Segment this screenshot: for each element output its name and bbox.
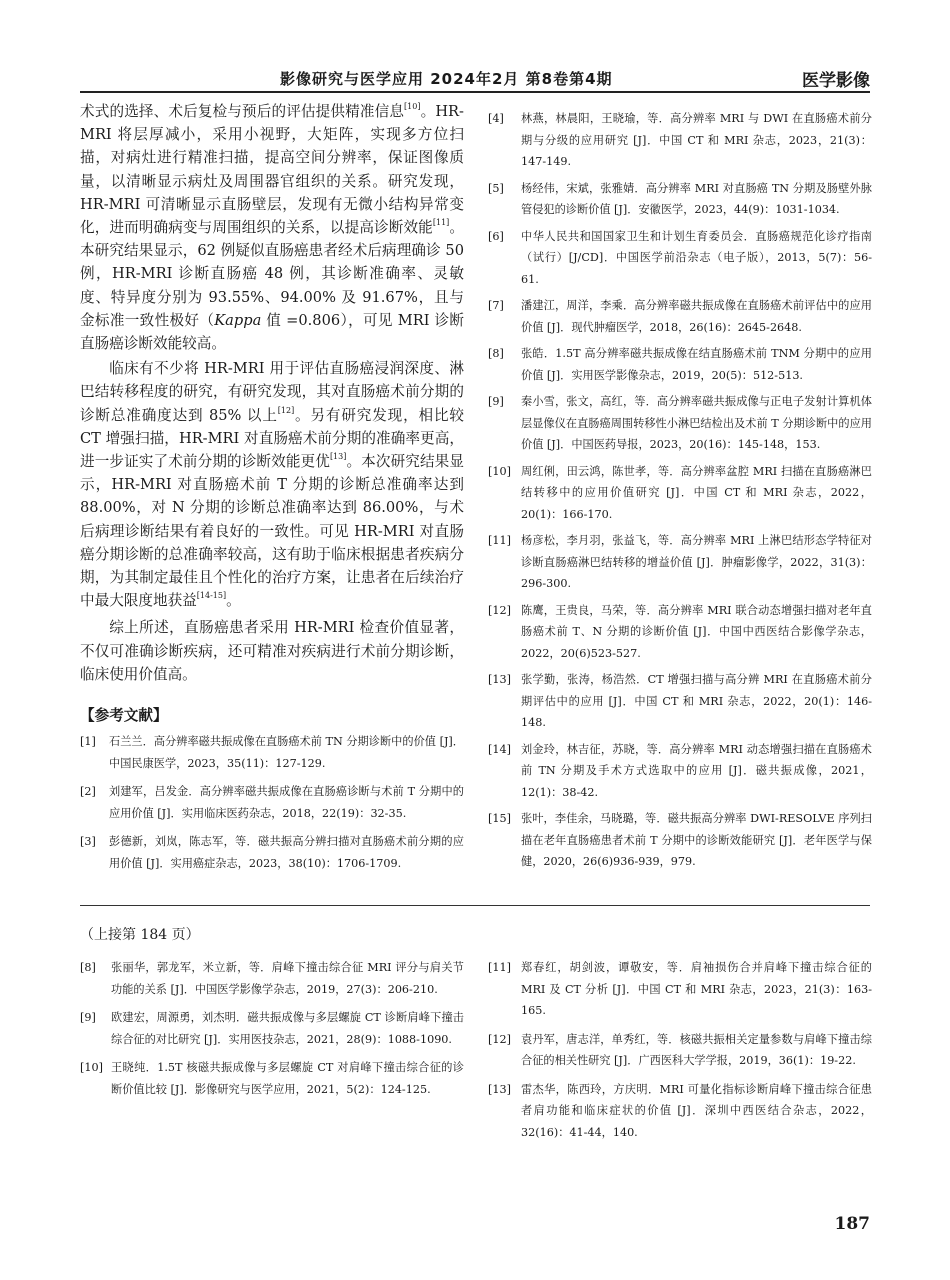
reference-item: [1] 石兰兰．高分辨率磁共振成像在直肠癌术前 TN 分期诊断中的价值 [J]．中国民康医学，2023，35(11)：127-129. (80, 735, 464, 770)
page-number: 187 (834, 1214, 870, 1234)
section-title: 医学影像 (802, 71, 870, 91)
reference-item: [7] 潘建江，周洋，李乘．高分辨率磁共振成像在直肠癌术前评估中的应用价值 [J]．现代肿瘤医学，2018，26(16)：2645-2648. (488, 299, 872, 334)
continued-right-column (488, 957, 872, 1150)
left-column (80, 100, 464, 881)
header-rule (80, 91, 870, 93)
reference-item: [3] 彭德新，刘岚，陈志军，等．磁共振高分辨扫描对直肠癌术前分期的应用价值 [J]．实用癌症杂志，2023，38(10)：1706-1709. (80, 835, 464, 870)
reference-item: [6] 中华人民共和国国家卫生和计划生育委员会．直肠癌规范化诊疗指南（试行）[J/CD]．中国医学前沿杂志（电子版），2013，5(7)：56-61. (488, 229, 872, 286)
continued-left-column (80, 957, 464, 1107)
citation: [14-15] (196, 591, 227, 601)
reference-item: [15] 张叶，李佳余，马晓璐，等．磁共振高分辨率 DWI-RESOLVE 序列扫描在老年直肠癌患者术前 T 分期中的诊断效能研究 [J]．老年医学与保健，2020，26(6)936-939，979. (488, 812, 872, 868)
reference-item: [10] 王晓纯．1.5T 核磁共振成像与多层螺旋 CT 对肩峰下撞击综合征的诊断价值比较 [J]．影像研究与医学应用，2021，5(2)：124-125. (80, 1061, 464, 1096)
section-divider (80, 905, 870, 906)
citation: [12] (277, 405, 295, 415)
reference-item: [4] 林燕，林晨阳，王晓瑜，等．高分辨率 MRI 与 DWI 在直肠癌术前分期与分级的应用研究 [J]．中国 CT 和 MRI 杂志，2023，21(3)：147-149. (488, 112, 872, 168)
reference-item: [10] 周红俐，田云鸿，陈世孝，等．高分辨率盆腔 MRI 扫描在直肠癌淋巴结转移中的应用价值研究 [J]．中国 CT 和 MRI 杂志，2022，20(1)：166-170. (488, 464, 872, 521)
citation: [13] (329, 452, 347, 462)
references-heading: 【参考文献】 (80, 707, 168, 725)
body-paragraph-2: 临床有不少将 HR-MRI 用于评估直肠癌浸润深度、淋巴结转移程度的研究，有研究发现，其对直肠癌术前分期的诊断总准确度达到 85% 以上[12]。另有研究发现，相比较 CT 增强扫描，HR-MRI 对直肠癌术前分期的准确率更高，进一步证实了术前分期的诊断效能更优[13]。本次研究结果显示，HR-MRI 对直肠癌术前 T 分期的诊断总准确率达到 88.00%，对 N 分期的诊断总准确率达到 86.00%，与术后病理诊断结果有着良好的一致性。可见 HR-MRI 对直肠癌分期诊断的总准确率较高，这有助于临床根据患者疾病分期，为其制定最佳且个性化的治疗方案，让患者在后续治疗中最大限度地获益[14-15]。 (80, 360, 464, 610)
reference-item: [11] 郑春红，胡剑波，谭敬安，等．肩袖损伤合并肩峰下撞击综合征的 MRI 及 CT 分析 [J]．中国 CT 和 MRI 杂志，2023，21(3)：163-165. (488, 961, 872, 1017)
journal-info: 影像研究与医学应用 2024年2月 第8卷第4期 (280, 70, 613, 88)
reference-item: [12] 袁丹军，唐志洋，单秀红，等．核磁共振相关定量参数与肩峰下撞击综合征的相关性研究 [J]．广西医科大学学报，2019，36(1)：19-22. (488, 1032, 872, 1067)
body-paragraph-3: 综上所述，直肠癌患者采用 HR-MRI 检查价值显著，不仅可准确诊断疾病，还可精准对疾病进行术前分期诊断，临床使用价值高。 (80, 619, 464, 683)
citation: [11] (432, 218, 450, 228)
body-paragraph-1: 术式的选择、术后复检与预后的评估提供精准信息[10]。HR-MRI 将层厚减小，采用小视野，大矩阵，实现多方位扫描，对病灶进行精准扫描，提高空间分辨率，保证图像质量，以清晰显示病灶及周围器官组织的关系。研究发现，HR-MRI 可清晰显示直肠壁层，发现有无微小结构异常变化，进而明确病变与周围组织的关系，以提高诊断效能[11]。本研究结果显示，62 例疑似直肠癌患者经术后病理确诊 50 例，HR-MRI 诊断直肠癌 48 例，其诊断准确率、灵敏度、特异度分别为 93.55%、94.00% 及 91.67%，且与金标准一致性极好（Kappa 值 =0.806），可见 MRI 诊断直肠癌诊断效能较高。 (80, 102, 464, 353)
reference-item: [2] 刘建军，吕发金．高分辨率磁共振成像在直肠癌诊断与术前 T 分期中的应用价值 [J]．实用临床医药杂志，2018，22(19)：32-35. (80, 785, 464, 820)
reference-item: [9] 秦小雪，张文，高红，等．高分辨率磁共振成像与正电子发射计算机体层显像仪在直肠癌周围转移性小淋巴结检出及术前 T 分期诊断中的应用价值 [J]．中国医药导报，2023，20(16)：145-148，153. (488, 395, 872, 451)
reference-item: [8] 张丽华，郭龙军，米立新，等．肩峰下撞击综合征 MRI 评分与肩关节功能的关系 [J]．中国医学影像学杂志，2019，27(3)：206-210. (80, 961, 464, 996)
reference-item: [8] 张皓．1.5T 高分辨率磁共振成像在结直肠癌术前 TNM 分期中的应用价值 [J]．实用医学影像杂志，2019，20(5)：512-513. (488, 347, 872, 382)
references-left-list (80, 731, 464, 874)
reference-item: [11] 杨彦松，李月羽，张益飞，等．高分辨率 MRI 上淋巴结形态学特征对诊断直肠癌淋巴结转移的增益价值 [J]．肿瘤影像学，2022，31(3)：296-300. (488, 534, 872, 590)
citation: [10] (404, 102, 421, 111)
reference-item: [5] 杨经伟，宋斌，张雅婧．高分辨率 MRI 对直肠癌 TN 分期及肠壁外脉管侵犯的诊断价值 [J]．安徽医学，2023，44(9)：1031-1034. (488, 181, 872, 216)
reference-item: [13] 雷杰华，陈西玲，方庆明．MRI 可量化指标诊断肩峰下撞击综合征患者肩功能和临床症状的价值 [J]．深圳中西医结合杂志，2022，32(16)：41-44，140. (488, 1082, 872, 1139)
right-column (488, 108, 872, 878)
reference-item: [14] 刘金玲，林吉征，苏晓，等．高分辨率 MRI 动态增强扫描在直肠癌术前 TN 分期及手术方式选取中的应用 [J]．磁共振成像，2021，12(1)：38-42. (488, 742, 872, 799)
reference-item: [12] 陈鹰，王贵良，马荣，等．高分辨率 MRI 联合动态增强扫描对老年直肠癌术前 T、N 分期的诊断价值 [J]．中国中西医结合影像学杂志，2022，20(6)523-527. (488, 603, 872, 660)
reference-item: [9] 欧建宏，周源勇，刘杰明．磁共振成像与多层螺旋 CT 诊断肩峰下撞击综合征的对比研究 [J]．实用医技杂志，2021，28(9)：1088-1090. (80, 1011, 464, 1046)
continued-from-label: （上接第 184 页） (80, 927, 200, 943)
reference-item: [13] 张学勤，张涛，杨浩然．CT 增强扫描与高分辨 MRI 在直肠癌术前分期评估中的应用 [J]．中国 CT 和 MRI 杂志，2022，20(1)：146-148. (488, 673, 872, 729)
kappa-term: Kappa (214, 311, 262, 329)
running-header (80, 64, 870, 92)
